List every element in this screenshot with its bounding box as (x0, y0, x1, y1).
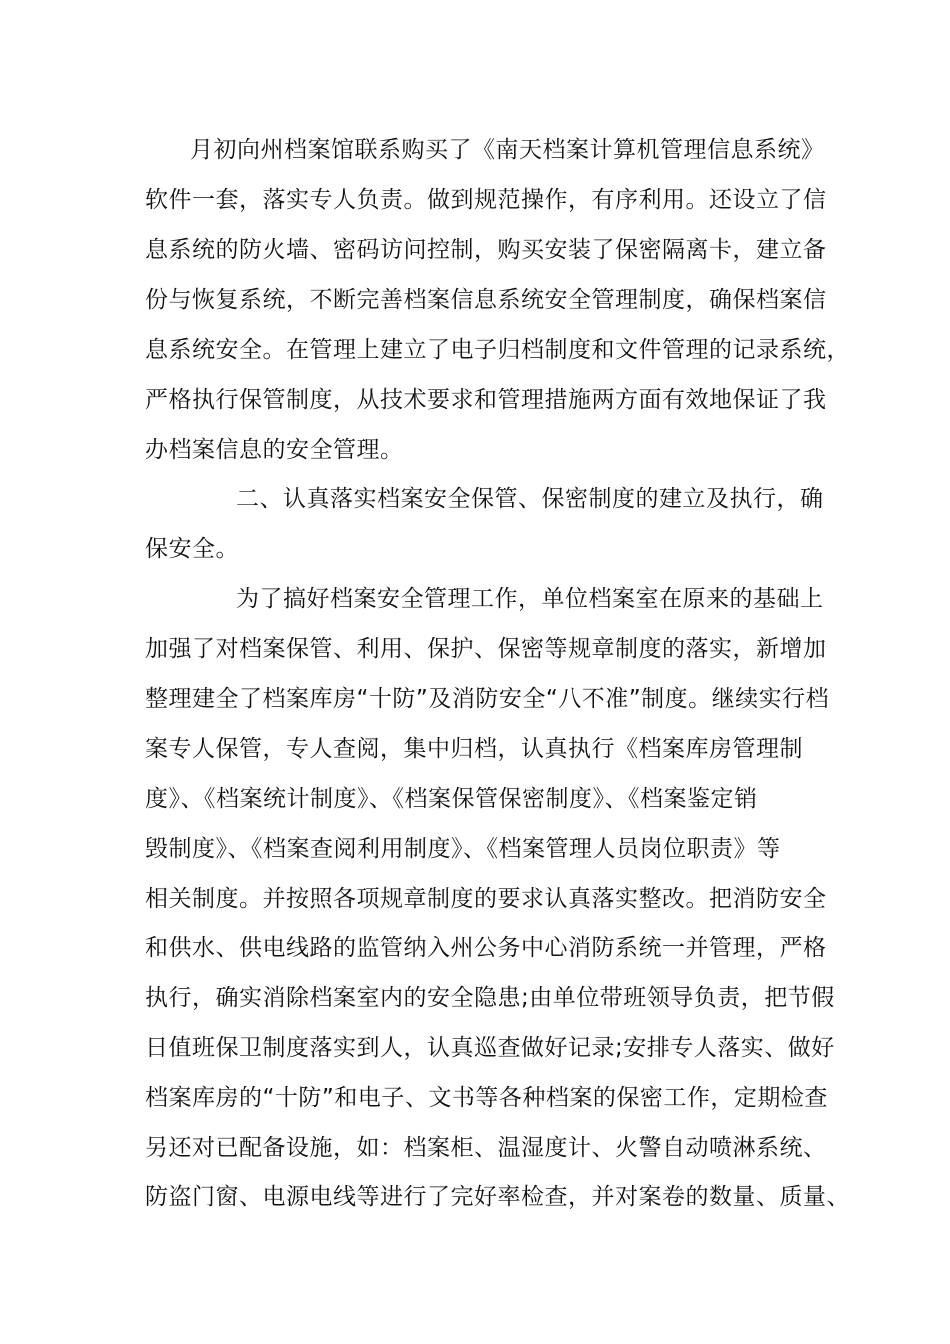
text-line: 加强了对档案保管、利用、保护、保密等规章制度的落实，新增加 (145, 636, 827, 662)
text-line: 执行，确实消除档案室内的安全隐患;由单位带班领导负责，把节假 (145, 985, 835, 1011)
text-line: 办档案信息的安全管理。 (145, 437, 404, 463)
text-line: 息系统的防火墙、密码访问控制，购买安装了保密隔离卡，建立备 (145, 237, 827, 263)
text-line: 相关制度。并按照各项规章制度的要求认真落实整改。把消防安全 (145, 886, 827, 912)
text-line: 防盗门窗、电源电线等进行了完好率检查，并对案卷的数量、质量、 (145, 1184, 850, 1210)
text-line: 月初向州档案馆联系购买了《南天档案计算机管理信息系统》 (190, 137, 825, 163)
text-line: 另还对已配备设施，如：档案柜、温湿度计、火警自动喷淋系统、 (145, 1135, 827, 1161)
section-heading: 二、认真落实档案安全保管、保密制度的建立及执行，确 (236, 486, 824, 512)
text-line: 案专人保管，专人查阅，集中归档，认真执行《档案库房管理制 (145, 736, 803, 762)
text-line: 为了搞好档案安全管理工作，单位档案室在原来的基础上 (236, 586, 824, 612)
text-line: 严格执行保管制度，从技术要求和管理措施两方面有效地保证了我 (145, 387, 827, 413)
text-line: 和供水、供电线路的监管纳入州公务中心消防系统一并管理，严格 (145, 935, 827, 961)
text-line: 软件一套，落实专人负责。做到规范操作，有序利用。还设立了信 (145, 187, 827, 213)
text-line: 整理建全了档案库房“十防”及消防安全“八不准”制度。继续实行档 (145, 686, 830, 712)
text-line: 份与恢复系统，不断完善档案信息系统安全管理制度，确保档案信 (145, 287, 827, 313)
text-line: 息系统安全。在管理上建立了电子归档制度和文件管理的记录系统， (145, 337, 850, 363)
text-line: 毁制度》、《档案查阅利用制度》、《档案管理人员岗位职责》等 (145, 836, 781, 862)
text-line: 档案库房的“十防”和电子、文书等各种档案的保密工作，定期检查 (145, 1085, 828, 1111)
text-line: 度》、《档案统计制度》、《档案保管保密制度》、《档案鉴定销 (145, 786, 758, 812)
section-heading-continued: 保安全。 (145, 536, 239, 562)
text-line: 日值班保卫制度落实到人，认真巡查做好记录;安排专人落实、做好 (145, 1035, 835, 1061)
